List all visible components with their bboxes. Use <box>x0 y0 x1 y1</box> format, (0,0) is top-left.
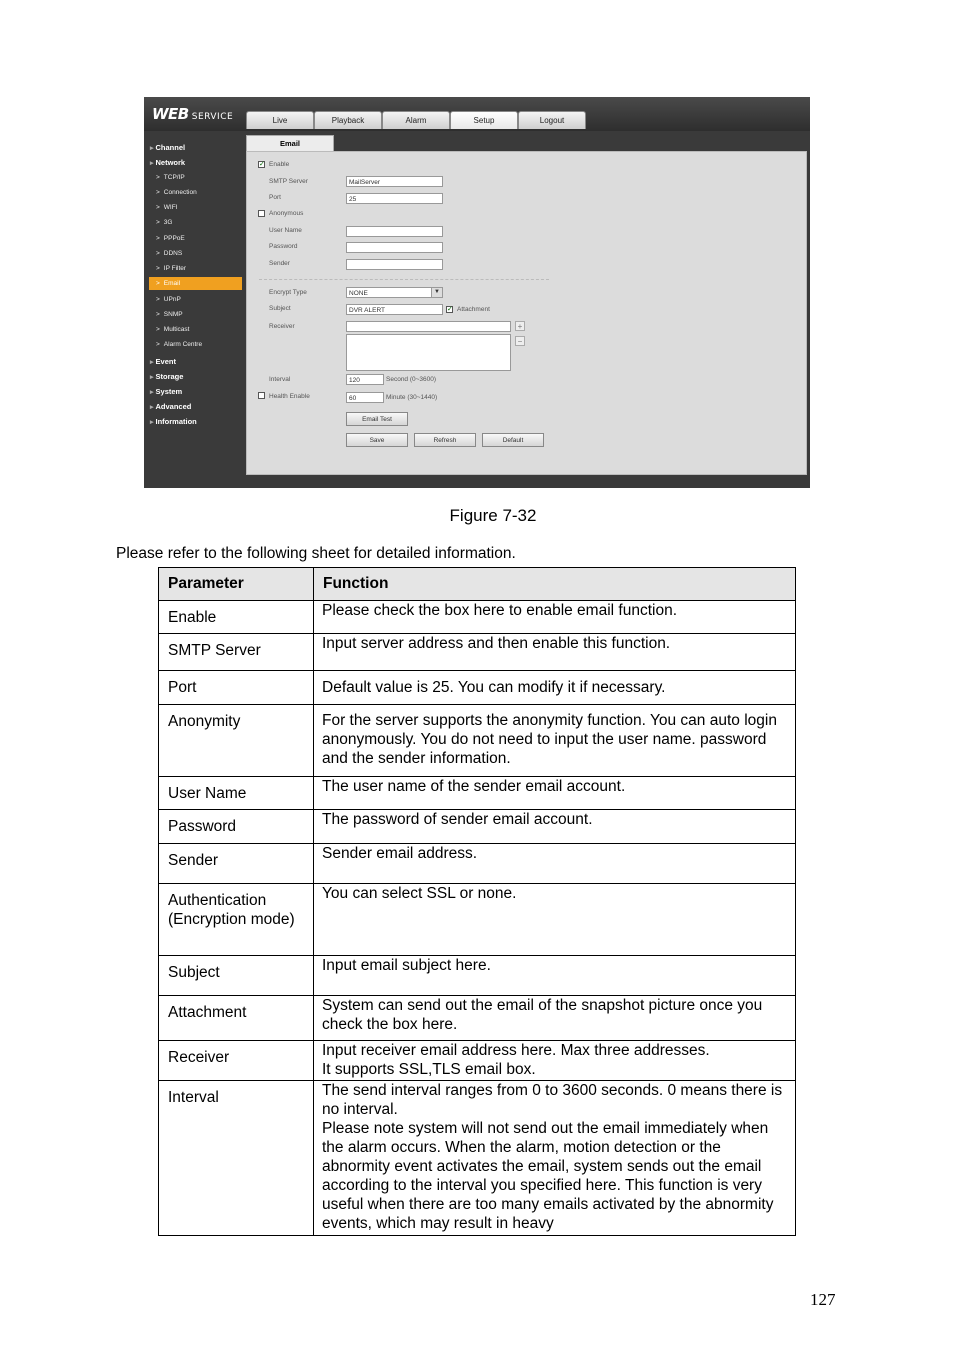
function-cell: Input email subject here. <box>314 956 796 996</box>
sidebar-item-wifi[interactable]: > WIFI <box>156 204 178 211</box>
anonymous-label: Anonymous <box>269 210 304 217</box>
param-cell: Port <box>159 671 314 705</box>
sidebar-item-tcpip[interactable]: > TCP/IP <box>156 174 185 181</box>
tab-playback[interactable]: Playback <box>314 111 382 129</box>
sender-label: Sender <box>269 260 290 267</box>
sidebar-item-network[interactable]: ▸ Network <box>150 158 185 167</box>
receiver-list[interactable] <box>346 334 511 371</box>
table-row <box>159 844 796 884</box>
receiver-input[interactable] <box>346 321 511 332</box>
health-interval-input[interactable]: 60 <box>346 392 384 403</box>
refresh-button[interactable]: Refresh <box>414 433 476 447</box>
param-cell: Enable <box>159 601 314 634</box>
table-header-row <box>159 568 796 601</box>
remove-receiver-button[interactable]: − <box>515 336 525 346</box>
tab-logout[interactable]: Logout <box>518 111 586 129</box>
param-cell: Authentication (Encryption mode) <box>159 884 314 956</box>
health-enable-checkbox[interactable] <box>258 392 265 399</box>
sidebar-item-connection[interactable]: > Connection <box>156 189 197 196</box>
function-cell: The user name of the sender email account. <box>314 777 796 810</box>
table-row <box>159 601 796 634</box>
header-function: Function <box>314 568 796 601</box>
sidebar-item-snmp[interactable]: > SNMP <box>156 311 183 318</box>
sidebar-item-information[interactable]: ▸ Information <box>150 417 197 426</box>
param-cell: Anonymity <box>159 705 314 777</box>
function-cell: Sender email address. <box>314 844 796 884</box>
figure-caption: Figure 7-32 <box>449 506 537 525</box>
tab-setup[interactable]: Setup <box>450 111 518 129</box>
param-cell: SMTP Server <box>159 634 314 671</box>
password-input[interactable] <box>346 242 443 253</box>
table-row <box>159 996 796 1041</box>
table-row <box>159 671 796 705</box>
encrypt-type-label: Encrypt Type <box>269 289 307 296</box>
anonymous-checkbox[interactable] <box>258 210 265 217</box>
function-cell: The password of sender email account. <box>314 810 796 844</box>
tab-email[interactable]: Email <box>246 135 334 153</box>
param-cell: Attachment <box>159 996 314 1041</box>
sidebar-item-3g[interactable]: > 3G <box>156 219 172 226</box>
subject-input[interactable]: DVR ALERT <box>346 304 443 315</box>
subject-label: Subject <box>269 305 291 312</box>
table-row <box>159 777 796 810</box>
param-cell: User Name <box>159 777 314 810</box>
function-cell: Input receiver email address here. Max three addresses. It supports SSL,TLS email box. <box>314 1041 796 1081</box>
default-button[interactable]: Default <box>482 433 544 447</box>
table-row <box>159 810 796 844</box>
sidebar-item-advanced[interactable]: ▸ Advanced <box>150 402 191 411</box>
save-button[interactable]: Save <box>346 433 408 447</box>
add-receiver-button[interactable]: + <box>515 321 525 331</box>
sidebar-item-event[interactable]: ▸ Event <box>150 357 176 366</box>
function-cell: System can send out the email of the snapshot picture once you check the box here. <box>314 996 796 1041</box>
health-enable-label: Health Enable <box>269 393 310 400</box>
param-cell: Subject <box>159 956 314 996</box>
function-cell: You can select SSL or none. <box>314 884 796 956</box>
port-input[interactable]: 25 <box>346 193 443 204</box>
table-row <box>159 1041 796 1081</box>
port-label: Port <box>269 194 281 201</box>
smtp-server-label: SMTP Server <box>269 178 308 185</box>
web-service-logo: WEB SERVICE <box>152 105 234 123</box>
function-cell: For the server supports the anonymity function. You can auto login anonymously. You do not need to input the user name. password and the sender information. <box>314 705 796 777</box>
sidebar-item-system[interactable]: ▸ System <box>150 387 182 396</box>
user-name-input[interactable] <box>346 226 443 237</box>
web-service-screenshot <box>144 97 810 488</box>
interval-hint: Second (0~3600) <box>386 376 437 383</box>
param-cell: Interval <box>159 1081 314 1236</box>
sender-input[interactable] <box>346 259 443 270</box>
sidebar-item-email[interactable]: > Email <box>149 277 242 290</box>
smtp-server-input[interactable]: MailServer <box>346 176 443 187</box>
sidebar-item-channel[interactable]: ▸ Channel <box>150 143 185 152</box>
function-cell: The send interval ranges from 0 to 3600 seconds. 0 means there is no interval. Please note system will not send out the email immediately when the alarm occurs. When the alarm, motion detection or the abnormity event activates the email, system sends out the email according to the interval you specified here. This function is very useful when there are too many emails activated by the abnormity events, which may result in heavy <box>314 1081 796 1236</box>
table-row <box>159 705 796 777</box>
attachment-label: Attachment <box>457 306 490 313</box>
sidebar-item-ip-filter[interactable]: > IP Filter <box>156 265 186 272</box>
password-label: Password <box>269 243 298 250</box>
table-row <box>159 1081 796 1236</box>
enable-label: Enable <box>269 161 290 168</box>
encrypt-type-select[interactable]: NONE ▼ <box>346 287 443 298</box>
sidebar-item-alarm-centre[interactable]: > Alarm Centre <box>156 341 202 348</box>
param-cell: Receiver <box>159 1041 314 1081</box>
sidebar <box>144 131 244 488</box>
email-test-button[interactable]: Email Test <box>346 412 408 426</box>
health-interval-hint: Minute (30~1440) <box>386 394 438 401</box>
header-parameter: Parameter <box>159 568 314 601</box>
email-settings-panel <box>246 151 807 475</box>
table-row <box>159 956 796 996</box>
tab-alarm[interactable]: Alarm <box>382 111 450 129</box>
sidebar-item-ddns[interactable]: > DDNS <box>156 250 182 257</box>
divider <box>259 279 549 280</box>
function-cell: Please check the box here to enable email function. <box>314 601 796 634</box>
interval-label: Interval <box>269 376 291 383</box>
table-row <box>159 634 796 671</box>
user-name-label: User Name <box>269 227 302 234</box>
top-bar <box>144 97 810 131</box>
param-cell: Password <box>159 810 314 844</box>
sidebar-item-multicast[interactable]: > Multicast <box>156 326 189 333</box>
attachment-checkbox[interactable]: ✓ <box>447 306 453 313</box>
chevron-down-icon: ▼ <box>431 288 442 297</box>
receiver-label: Receiver <box>269 323 295 330</box>
function-cell: Input server address and then enable this function. <box>314 634 796 671</box>
function-cell: Default value is 25. You can modify it if necessary. <box>314 671 796 705</box>
sidebar-item-pppoe[interactable]: > PPPoE <box>156 235 185 242</box>
param-cell: Sender <box>159 844 314 884</box>
sidebar-item-storage[interactable]: ▸ Storage <box>150 372 183 381</box>
tab-live[interactable]: Live <box>246 111 314 129</box>
table-row <box>159 884 796 956</box>
page-number: 127 <box>810 1290 836 1309</box>
sidebar-item-upnp[interactable]: > UPnP <box>156 296 181 303</box>
interval-input[interactable]: 120 <box>346 374 384 385</box>
intro-text: Please refer to the following sheet for detailed information. <box>116 545 516 562</box>
enable-checkbox[interactable]: ✓ <box>259 161 265 168</box>
parameter-table <box>158 567 796 1236</box>
